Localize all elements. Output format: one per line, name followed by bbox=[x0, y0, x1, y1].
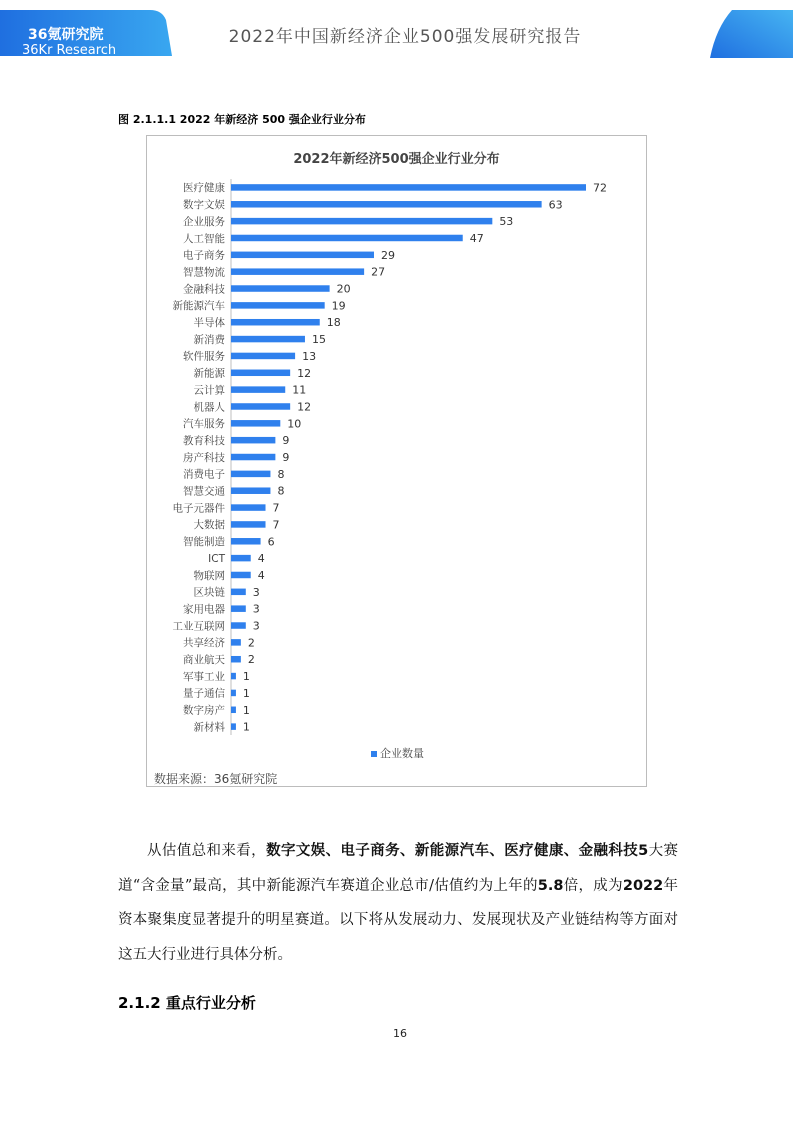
category-label: 大数据 bbox=[193, 519, 225, 532]
category-label: 房产科技 bbox=[183, 451, 225, 464]
category-label: 工业互联网 bbox=[172, 620, 225, 633]
report-title: 2022年中国新经济企业500强发展研究报告 bbox=[228, 27, 582, 47]
bar bbox=[231, 353, 295, 360]
value-label: 72 bbox=[593, 181, 607, 195]
category-label: 医疗健康 bbox=[183, 182, 225, 195]
category-label: 数字文娱 bbox=[183, 199, 225, 212]
value-label: 3 bbox=[252, 602, 260, 616]
para-segment: 5 bbox=[638, 843, 649, 859]
bar bbox=[231, 707, 236, 714]
bar bbox=[231, 454, 275, 461]
value-label: 7 bbox=[272, 501, 280, 515]
bar bbox=[231, 403, 290, 410]
bar bbox=[231, 555, 251, 562]
bar bbox=[231, 487, 270, 494]
value-label: 4 bbox=[257, 552, 265, 566]
category-label: 智慧交通 bbox=[183, 485, 225, 498]
section-heading: 2.1.2 重点行业分析 bbox=[118, 994, 256, 1012]
bar bbox=[231, 690, 236, 697]
header-corner-decoration bbox=[710, 10, 793, 62]
value-label: 9 bbox=[282, 434, 290, 448]
bar bbox=[231, 285, 330, 292]
logo-text-cn: 36氪研究院 bbox=[28, 27, 104, 43]
value-label: 1 bbox=[242, 686, 250, 700]
value-label: 8 bbox=[277, 467, 285, 481]
value-label: 7 bbox=[272, 518, 280, 532]
category-label: 新消费 bbox=[193, 333, 225, 346]
value-label: 63 bbox=[548, 198, 563, 212]
bar bbox=[231, 605, 246, 612]
category-label: 软件服务 bbox=[183, 350, 225, 363]
para-segment: 年资本聚集度显著提升的明星赛道。以下将从发展动力、发展现状及产业链结构等方面对这五大行业进行具体分析。 bbox=[118, 877, 679, 963]
bar bbox=[231, 639, 241, 646]
legend-swatch bbox=[371, 751, 377, 757]
value-label: 20 bbox=[336, 282, 351, 296]
logo-text-en: 36Kr Research bbox=[22, 43, 117, 58]
bar bbox=[231, 723, 236, 730]
category-label: 金融科技 bbox=[183, 283, 225, 296]
category-label: 新能源 bbox=[193, 367, 225, 380]
category-label: 电子商务 bbox=[183, 249, 225, 262]
bar bbox=[231, 656, 241, 663]
bar bbox=[231, 521, 266, 528]
data-source: 数据来源：36氪研究院 bbox=[154, 772, 278, 786]
value-label: 9 bbox=[282, 451, 290, 465]
para-segment: 2022 bbox=[622, 877, 664, 894]
category-label: 汽车服务 bbox=[183, 418, 225, 431]
bar bbox=[231, 437, 275, 444]
category-label: 机器人 bbox=[193, 401, 225, 414]
category-label: 智慧物流 bbox=[183, 266, 225, 279]
value-label: 10 bbox=[287, 417, 302, 431]
category-label: 半导体 bbox=[193, 317, 225, 330]
bar bbox=[231, 471, 270, 478]
value-label: 3 bbox=[252, 619, 260, 633]
value-label: 12 bbox=[297, 400, 312, 414]
category-label: 新能源汽车 bbox=[172, 300, 225, 313]
category-label: 电子元器件 bbox=[172, 502, 225, 515]
value-label: 1 bbox=[242, 720, 250, 734]
value-label: 1 bbox=[242, 670, 250, 684]
bar bbox=[231, 184, 586, 191]
bar bbox=[231, 538, 261, 545]
value-label: 8 bbox=[277, 484, 285, 498]
category-label: 商业航天 bbox=[183, 654, 225, 667]
category-label: 物联网 bbox=[193, 569, 225, 582]
bar bbox=[231, 218, 492, 225]
category-label: 数字房产 bbox=[183, 704, 225, 717]
value-label: 2 bbox=[247, 636, 255, 650]
category-label: 新材料 bbox=[193, 721, 225, 734]
bar bbox=[231, 386, 285, 393]
category-label: ICT bbox=[208, 552, 225, 565]
bar bbox=[231, 336, 305, 343]
value-label: 29 bbox=[380, 248, 395, 262]
value-label: 53 bbox=[499, 215, 514, 229]
bar bbox=[231, 370, 290, 377]
bar-chart bbox=[146, 135, 647, 787]
header-logo bbox=[0, 10, 172, 56]
value-label: 11 bbox=[292, 383, 307, 397]
chart-title: 2022年新经济500强企业行业分布 bbox=[293, 152, 500, 167]
para-segment: 从估值总和来看， bbox=[147, 843, 267, 859]
bar bbox=[231, 622, 246, 629]
figure-caption: 图 2.1.1.1 2022 年新经济 500 强企业行业分布 bbox=[118, 113, 366, 126]
chart-legend bbox=[371, 745, 424, 761]
bar bbox=[231, 319, 320, 326]
value-label: 1 bbox=[242, 703, 250, 717]
category-label: 消费电子 bbox=[183, 468, 225, 481]
bar bbox=[231, 235, 463, 242]
category-label: 云计算 bbox=[193, 384, 225, 397]
value-label: 18 bbox=[326, 316, 341, 330]
para-segment: 倍，成为 bbox=[563, 877, 623, 894]
bar bbox=[231, 268, 364, 275]
category-label: 量子通信 bbox=[183, 687, 225, 700]
value-label: 15 bbox=[311, 333, 326, 347]
bar bbox=[231, 302, 325, 309]
value-label: 12 bbox=[297, 366, 312, 380]
value-label: 6 bbox=[267, 535, 275, 549]
value-label: 4 bbox=[257, 568, 265, 582]
category-label: 智能制造 bbox=[183, 536, 225, 549]
value-label: 27 bbox=[371, 265, 386, 279]
value-label: 19 bbox=[331, 299, 346, 313]
bar bbox=[231, 673, 236, 680]
category-label: 共享经济 bbox=[183, 637, 225, 650]
para-segment: 数字文娱、电子商务、新能源汽车、医疗健康、金融科技 bbox=[266, 843, 639, 859]
category-label: 企业服务 bbox=[183, 215, 225, 228]
bar bbox=[231, 201, 542, 208]
category-label: 教育科技 bbox=[183, 434, 225, 447]
value-label: 13 bbox=[302, 349, 317, 363]
bar bbox=[231, 420, 280, 427]
bar bbox=[231, 589, 246, 596]
bar bbox=[231, 252, 374, 259]
page-number: 16 bbox=[393, 1027, 407, 1040]
para-segment: 5.8 bbox=[537, 877, 564, 894]
value-label: 2 bbox=[247, 653, 255, 667]
category-label: 家用电器 bbox=[183, 603, 225, 616]
category-label: 人工智能 bbox=[183, 232, 225, 245]
bar bbox=[231, 572, 251, 579]
bar bbox=[231, 504, 266, 511]
legend-label: 企业数量 bbox=[380, 747, 424, 760]
value-label: 47 bbox=[469, 231, 484, 245]
body-paragraph bbox=[118, 834, 678, 972]
value-label: 3 bbox=[252, 585, 260, 599]
category-label: 军事工业 bbox=[183, 670, 225, 683]
category-label: 区块链 bbox=[193, 586, 225, 599]
para-segment: 大赛道“含金量”最高，其中新能源汽车赛道企业总市/估值约为上年的 bbox=[118, 843, 679, 894]
